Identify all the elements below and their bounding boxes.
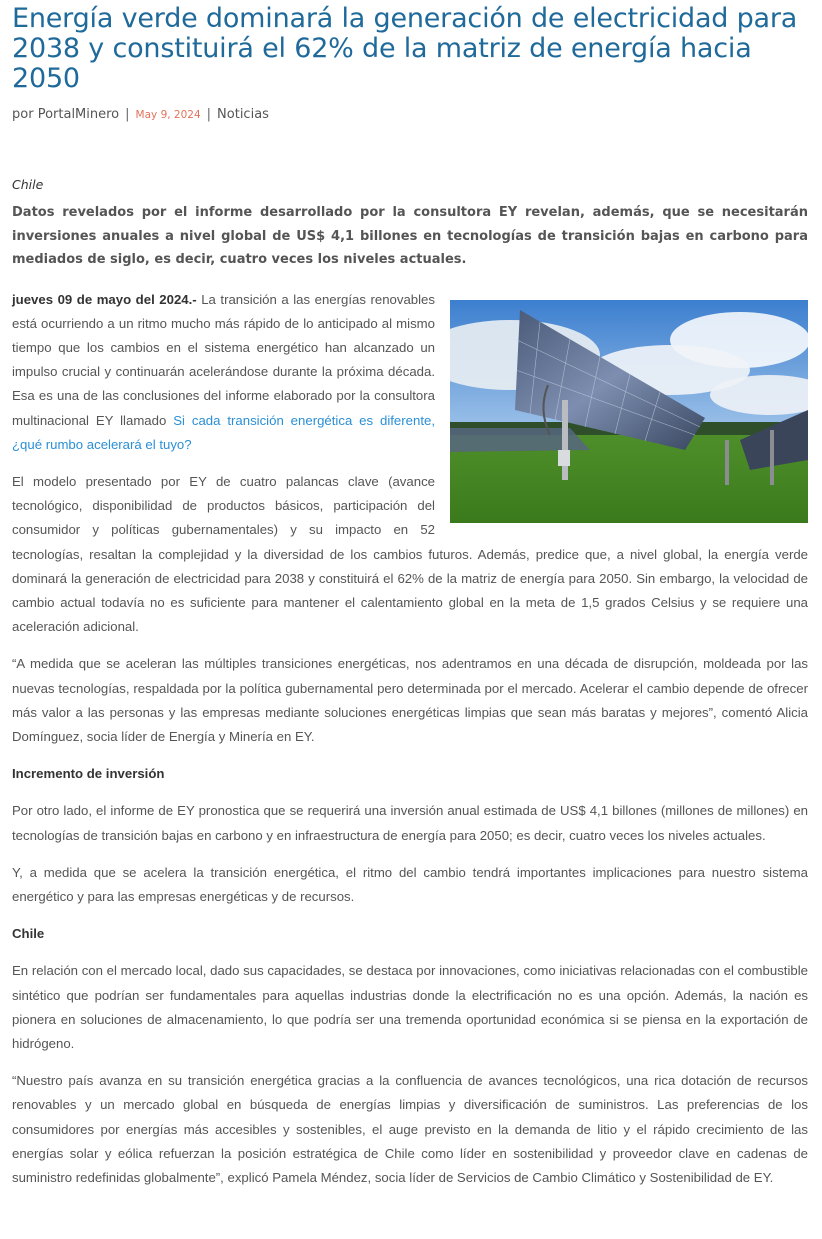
meta-separator: | — [125, 107, 130, 122]
article-title: Energía verde dominará la generación de electricidad para 2038 y constituirá el 62% de la matriz de energía hacia 2050 — [12, 3, 798, 94]
paragraph-2: El modelo presentado por EY de cuatro palancas clave (avance tecnológico, disponibilidad de productos básicos, participación del consumidor y políticas gubernamentales) y su impacto en 52 tecnologías, resaltan la complejidad y la diversidad de los cambios futuros. Además, predice que, a nivel global, la energía verde dominará la generación de electricidad para 2038 y constituirá el 62% de la matriz de energía para 2050. Sin embargo, la velocidad de cambio actual todavía no es suficiente para mantener el calentamiento global en la meta de 1,5 grados Celsius y se requiere una aceleración adicional. — [12, 473, 808, 635]
paragraph-7: “Nuestro país avanza en su transición energética gracias a la confluencia de avances tecnológicos, una rica dotación de recursos renovables y un mercado global en búsqueda de energías limpias y diversificación de suministros. Las preferencias de los consumidores por energías más accesibles y sostenibles, el auge previsto en la demanda de litio y el rápido crecimiento de las energías solar y eólica refuerzan la posición estratégica de Chile como líder en sostenibilidad y proveedor clave en cadenas de suministro redefinidas globalmente”, explicó Pamela Méndez, socia líder de Servicios de Cambio Climático y Sostenibilidad de EY. — [12, 1073, 808, 1185]
article-body — [12, 288, 808, 1191]
author-link[interactable]: PortalMinero — [37, 107, 120, 122]
solar-panel-image — [450, 300, 808, 523]
paragraph-4: Por otro lado, el informe de EY pronostica que se requerirá una inversión anual estimada de US$ 4,1 billones (millones de millones) en tecnologías de transición bajas en carbono y en infraestructura de energía para 2050; es decir, cuatro veces los niveles actuales. — [12, 803, 808, 843]
publish-date: May 9, 2024 — [135, 109, 201, 121]
meta-separator: | — [206, 107, 212, 122]
byline-prefix: por — [12, 107, 34, 122]
section-label: Chile — [12, 177, 44, 192]
paragraph-6: En relación con el mercado local, dado sus capacidades, se destaca por innovaciones, como iniciativas relacionadas con el combustible sintético que podrían ser fundamentales para aquellas industrias donde la electrificación no es una opción. Además, la nación es pionera en soluciones de almacenamiento, lo que podría ser una tremenda oportunidad económica si se piensa en la exportación de hidrógeno. — [12, 963, 808, 1051]
subheading-chile: Chile — [12, 926, 45, 942]
category-link[interactable]: Noticias — [217, 107, 269, 122]
article-meta — [12, 107, 808, 122]
article — [12, 0, 808, 1203]
paragraph-3: “A medida que se aceleran las múltiples transiciones energéticas, nos adentramos en una década de disrupción, moldeada por las nuevas tecnologías, respaldada por la política gubernamental pero determinada por el mercado. Acelerar el cambio depende de ofrecer más valor a las personas y las empresas mediante soluciones energéticas limpias que sean más baratas y mejores”, comentó Alicia Domínguez, socia líder de Energía y Minería en EY. — [12, 656, 808, 744]
paragraph-1-text: La transición a las energías renovables está ocurriendo a un ritmo mucho más rápido de lo anticipado al mismo tiempo que los cambios en el sistema energético han alcanzado un impulso crucial y continuarán acelerándose durante la próxima década. Esa es una de las conclusiones del informe elaborado por la consultora multinacional EY llamado — [12, 291, 435, 428]
subheading-investment: Incremento de inversión — [12, 766, 165, 782]
article-lead: Datos revelados por el informe desarrollado por la consultora EY revelan, además, que se necesitarán inversiones anuales a nivel global de US$ 4,1 billones en tecnologías de transición bajas en carbono para mediados de siglo, es decir, cuatro veces los niveles actuales. — [12, 205, 808, 267]
dateline: jueves 09 de mayo del 2024.- — [12, 291, 197, 307]
paragraph-5: Y, a medida que se acelera la transición energética, el ritmo del cambio tendrá importantes implicaciones para nuestro sistema energético y para las empresas energéticas y de recursos. — [12, 864, 808, 904]
report-link[interactable]: Si cada transición energética es diferente, ¿qué rumbo acelerará el tuyo? — [12, 412, 435, 452]
